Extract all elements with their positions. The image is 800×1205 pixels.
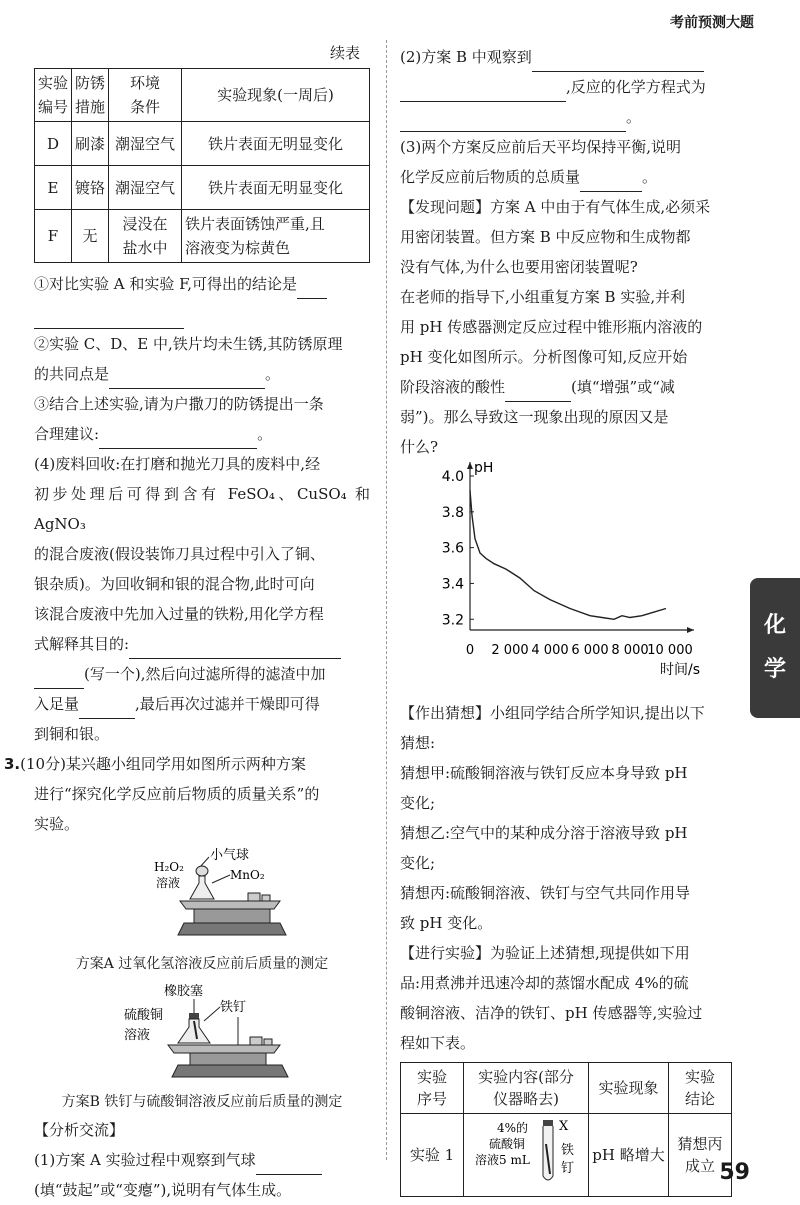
header-cell: 环境 条件	[109, 69, 182, 122]
text-line: 初步处理后可得到含有 FeSO₄、CuSO₄ 和AgNO₃	[34, 485, 370, 533]
cell: 镀铬	[72, 166, 109, 210]
label-mno2: MnO₂	[230, 868, 265, 882]
text-line: 猜想乙:空气中的某种成分溶于溶液导致 pH	[400, 824, 688, 842]
q1-line: ①对比实验 A 和实验 F,可得出的结论是	[34, 269, 370, 299]
weight-icon	[250, 1037, 262, 1045]
text-line: pH 变化如图所示。分析图像可知,反应开始	[400, 348, 688, 366]
label-h2o2: H₂O₂	[154, 860, 184, 874]
caption-a: 方案A 过氧化氢溶液反应前后质量的测定	[75, 956, 329, 972]
table-row	[35, 166, 370, 210]
subject-tab	[750, 578, 800, 718]
balance-pan	[180, 901, 280, 909]
label-nail: 铁钉	[220, 1000, 247, 1015]
left-column	[4, 42, 370, 1205]
text-line: 变化;	[400, 854, 436, 872]
label-copper-sulfate: 硫酸铜	[124, 1008, 164, 1023]
balance-base	[178, 923, 286, 935]
cell: 铁片表面无明显变化	[182, 122, 370, 166]
x-tick-label: 0	[465, 643, 475, 658]
svg-text:4%的: 4%的	[497, 1121, 529, 1135]
text-line: 实验。	[34, 815, 80, 833]
answer-blank[interactable]	[79, 700, 135, 719]
answer-blank[interactable]	[34, 670, 84, 689]
balance-beam	[190, 1053, 266, 1065]
cell: 潮湿空气	[109, 122, 182, 166]
header-cell: 实验内容(部分 仪器略去)	[464, 1063, 589, 1114]
text-line: 式解释其目的:	[34, 629, 370, 659]
answer-blank[interactable]	[400, 83, 566, 102]
ph-chart	[400, 462, 738, 694]
tab-char: 化	[763, 613, 786, 638]
right-column	[400, 42, 738, 1197]
text-line: 弱”)。那么导致这一现象出现的原因又是	[400, 408, 669, 426]
figure-b	[34, 981, 370, 1085]
text-line: 品:用煮沸并迅速冷却的蒸馏水配成 4%的硫	[400, 974, 689, 992]
page-number: 59	[719, 1160, 750, 1185]
x-axis-arrow	[687, 627, 694, 633]
text-line: 入足量 ,最后再次过滤并干燥即可得	[34, 689, 370, 719]
table-row	[35, 122, 370, 166]
column-divider	[386, 40, 387, 1160]
text-line: 进行“探究化学反应前后物质的质量关系”的	[34, 785, 320, 803]
cell: E	[35, 166, 72, 210]
svg-text:硫酸铜: 硫酸铜	[489, 1137, 526, 1151]
x-tick-label: 2 000	[491, 643, 529, 658]
answer-blank[interactable]	[580, 173, 642, 192]
weight-icon	[248, 893, 260, 901]
text-line: 程如下表。	[400, 1034, 476, 1052]
text-line: 化学反应前后物质的总质量 。	[400, 162, 738, 192]
y-axis-label: pH	[474, 462, 494, 476]
cell: 浸没在 盐水中	[109, 210, 182, 263]
test-tube-illustration	[467, 1114, 585, 1190]
text-line: 猜想甲:硫酸铜溶液与铁钉反应本身导致 pH	[400, 764, 688, 782]
cell: 潮湿空气	[109, 166, 182, 210]
text-line: 致 pH 变化。	[400, 914, 493, 932]
answer-blank[interactable]	[297, 280, 327, 299]
balance-beam	[194, 909, 270, 923]
y-tick-label: 3.2	[441, 612, 464, 629]
text-line: 什么?	[400, 438, 439, 456]
experiment-table	[400, 1062, 732, 1197]
svg-text:铁: 铁	[561, 1143, 575, 1158]
y-axis-arrow	[467, 462, 473, 469]
text-line: 变化;	[400, 794, 436, 812]
answer-blank[interactable]	[505, 383, 571, 402]
cell: 猜想丙 成立	[669, 1114, 732, 1197]
q2-line: ②实验 C、D、E 中,铁片均未生锈,其防锈原理	[34, 335, 343, 353]
answer-blank[interactable]	[400, 113, 626, 132]
balance-base	[172, 1065, 288, 1077]
y-tick-label: 3.8	[441, 504, 464, 521]
text-line: (1)方案 A 实验过程中观察到气球	[34, 1145, 370, 1175]
weight-icon	[264, 1039, 272, 1045]
x-tick-label: 8 000	[611, 643, 649, 658]
x-tick-label: 4 000	[531, 643, 569, 658]
flask-icon	[190, 876, 214, 899]
text-line: 猜想:	[400, 734, 436, 752]
header-cell: 实验 编号	[35, 69, 72, 122]
caption-b: 方案B 铁钉与硫酸铜溶液反应前后质量的测定	[61, 1094, 343, 1110]
x-axis-label: 时间/s	[659, 662, 701, 678]
text-line: 在老师的指导下,小组重复方案 B 实验,并利	[400, 288, 686, 306]
text-line: 用 pH 传感器测定反应过程中锥形瓶内溶液的	[400, 318, 703, 336]
q1-blank-line	[34, 299, 370, 329]
cell: 实验 1	[401, 1114, 464, 1197]
text-line: 【发现问题】方案 A 中由于有气体生成,必须采	[400, 198, 711, 216]
table-header-row	[401, 1063, 732, 1114]
x-tick-label: 6 000	[571, 643, 609, 658]
text-line: 阶段溶液的酸性 (填“增强”或“减	[400, 372, 738, 402]
text-line: (3)两个方案反应前后天平均保持平衡,说明	[400, 138, 682, 156]
answer-blank[interactable]	[109, 370, 265, 389]
text-line: ,反应的化学方程式为	[400, 72, 738, 102]
cell: pH 略增大	[589, 1114, 669, 1197]
cell: 无	[72, 210, 109, 263]
header-cell: 实验 序号	[401, 1063, 464, 1114]
text-line: 。	[400, 102, 738, 132]
text-line: 用密闭装置。但方案 B 中反应物和生成物都	[400, 228, 691, 246]
answer-blank[interactable]	[532, 53, 704, 72]
balloon-icon	[196, 866, 208, 876]
stopper-icon	[189, 1013, 199, 1019]
header-cell: 实验 结论	[669, 1063, 732, 1114]
text-line: 没有气体,为什么也要用密闭装置呢?	[400, 258, 638, 276]
label-solution: 溶液	[124, 1028, 151, 1043]
answer-blank[interactable]	[34, 310, 184, 329]
cell: 铁片表面无明显变化	[182, 166, 370, 210]
text-line: (写一个),然后向过滤所得的滤渣中加	[34, 659, 370, 689]
y-tick-label: 3.6	[441, 540, 464, 557]
weight-icon	[262, 895, 270, 901]
text-line: 3.(10分)某兴趣小组同学用如图所示两种方案	[4, 755, 306, 773]
stopper-icon	[543, 1120, 553, 1126]
text-line: 到铜和银。	[34, 725, 110, 743]
answer-blank[interactable]	[129, 640, 341, 659]
text-line: 猜想丙:硫酸铜溶液、铁钉与空气共同作用导	[400, 884, 691, 902]
cell: D	[35, 122, 72, 166]
section-heading: 【分析交流】	[34, 1121, 125, 1139]
tab-char: 学	[763, 657, 786, 682]
q3-line: ③结合上述实验,请为户撒刀的防锈提出一条	[34, 395, 324, 413]
table-header-row	[35, 69, 370, 122]
y-tick-label: 3.4	[441, 576, 464, 593]
answer-blank[interactable]	[99, 430, 257, 449]
cell: 刷漆	[72, 122, 109, 166]
text-line: 该混合废液中先加入过量的铁粉,用化学方程	[34, 605, 324, 623]
question-number: 3.	[4, 755, 21, 773]
answer-blank[interactable]	[256, 1156, 322, 1175]
text-line: (填“鼓起”或“变瘪”),说明有气体生成。	[34, 1181, 292, 1199]
text-line: 的混合废液(假设装饰刀具过程中引入了铜、	[34, 545, 325, 563]
text-line: 银杂质)。为回收铜和银的混合物,此时可向	[34, 575, 315, 593]
text-line: 酸铜溶液、洁净的铁钉、pH 传感器等,实验过	[400, 1004, 703, 1022]
label-solution: 溶液	[156, 876, 181, 890]
rust-table	[34, 68, 370, 263]
figure-a	[34, 843, 370, 947]
svg-text:钉: 钉	[561, 1161, 575, 1176]
text-line: 【进行实验】为验证上述猜想,现提供如下用	[400, 944, 690, 962]
y-tick-label: 4.0	[441, 469, 464, 485]
balance-pan	[168, 1045, 280, 1053]
page-header: 考前预测大题	[670, 15, 754, 31]
balance-b-illustration	[34, 981, 370, 1081]
continued-table-label: 续表	[329, 44, 360, 62]
text-line: (2)方案 B 中观察到	[400, 42, 738, 72]
cell	[464, 1114, 589, 1197]
label-stopper: 橡胶塞	[164, 984, 204, 999]
label-balloon: 小气球	[210, 848, 250, 863]
header-cell: 实验现象(一周后)	[182, 69, 370, 122]
svg-text:溶液5 mL: 溶液5 mL	[475, 1153, 530, 1167]
ph-curve	[470, 490, 666, 619]
cell: 铁片表面锈蚀严重,且 溶液变为棕黄色	[182, 210, 370, 263]
table-row	[401, 1114, 732, 1197]
q3-line: 合理建议: 。	[34, 419, 370, 449]
svg-text:X: X	[559, 1119, 569, 1134]
header-cell: 实验现象	[589, 1063, 669, 1114]
x-tick-label: 10 000	[647, 643, 693, 658]
text-line: 【作出猜想】小组同学结合所学知识,提出以下	[400, 704, 705, 722]
text-line: (4)废料回收:在打磨和抛光刀具的废料中,经	[34, 455, 321, 473]
q2-line: 的共同点是 。	[34, 359, 370, 389]
cell: F	[35, 210, 72, 263]
header-cell: 防锈 措施	[72, 69, 109, 122]
table-row	[35, 210, 370, 263]
balance-a-illustration	[34, 843, 370, 943]
